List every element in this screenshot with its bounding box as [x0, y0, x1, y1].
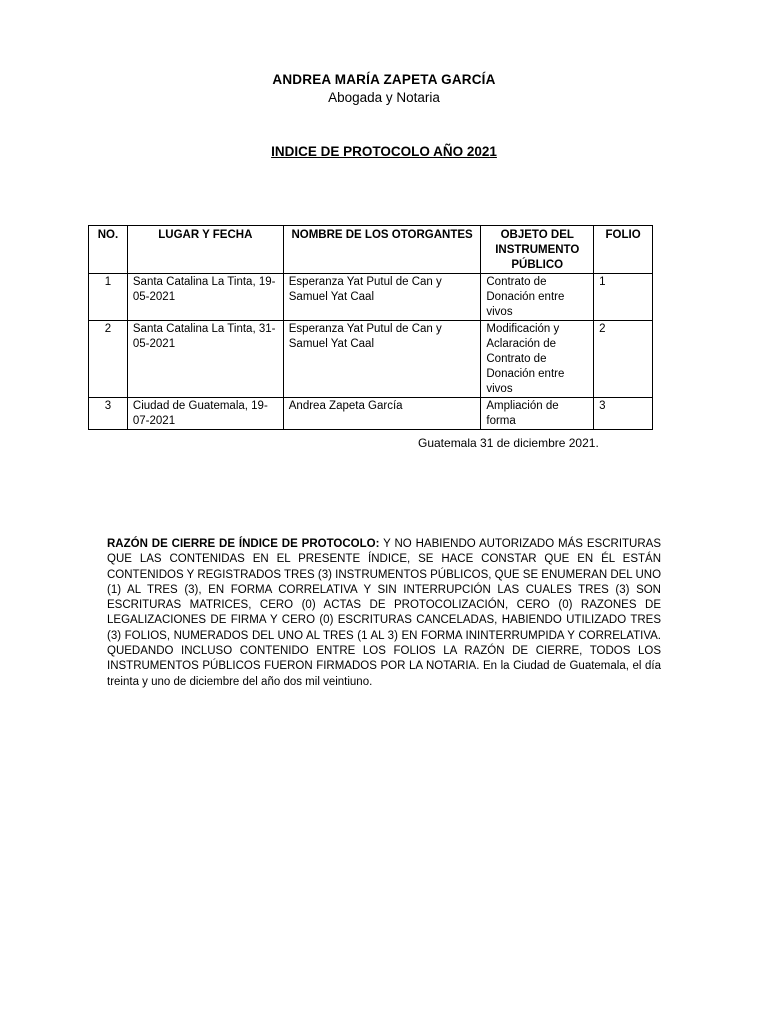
- document-title: INDICE DE PROTOCOLO AÑO 2021: [271, 144, 497, 159]
- row-place-date: Ciudad de Guatemala, 19-07-2021: [127, 398, 283, 430]
- row-no: 3: [89, 398, 128, 430]
- row-place-date: Santa Catalina La Tinta, 19-05-2021: [127, 274, 283, 321]
- author-name: ANDREA MARÍA ZAPETA GARCÍA: [272, 72, 496, 87]
- row-folio: 2: [594, 321, 653, 398]
- header-object: OBJETO DEL INSTRUMENTO PÚBLICO: [481, 226, 594, 274]
- row-object: Modificación y Aclaración de Contrato de Donación entre vivos: [481, 321, 594, 398]
- header-folio: FOLIO: [594, 226, 653, 274]
- table-row: [89, 321, 653, 398]
- row-object: Ampliación de forma: [481, 398, 594, 430]
- place-date-line: Guatemala 31 de diciembre 2021.: [418, 436, 599, 450]
- header-place-date: LUGAR Y FECHA: [127, 226, 283, 274]
- row-grantors: Esperanza Yat Putul de Can y Samuel Yat Caal: [283, 321, 481, 398]
- table-header-row: [89, 226, 653, 274]
- row-place-date: Santa Catalina La Tinta, 31-05-2021: [127, 321, 283, 398]
- header-no: NO.: [89, 226, 128, 274]
- header-grantors: NOMBRE DE LOS OTORGANTES: [283, 226, 481, 274]
- author-title: Abogada y Notaria: [328, 90, 440, 105]
- closing-statement: [107, 537, 661, 690]
- closing-label: RAZÓN DE CIERRE DE ÍNDICE DE PROTOCOLO:: [107, 538, 380, 550]
- row-object: Contrato de Donación entre vivos: [481, 274, 594, 321]
- closing-text: Y NO HABIENDO AUTORIZADO MÁS ESCRITURAS QUE LAS CONTENIDAS EN EL PRESENTE ÍNDICE, SE HACE CONSTAR QUE EN ÉL ESTÁN CONTENIDOS Y REGISTRADOS TRES (3) INSTRUMENTOS PÚBLICOS, QUE SE ENUMERAN DEL UNO (1) AL TRES (3), EN FORMA CORRELATIVA Y SIN INTERRUPCIÓN LAS CUALES TRES (3) SON ESCRITURAS MATRICES, CERO (0) ACTAS DE PROTOCOLIZACIÓN, CERO (0) RAZONES DE LEGALIZACIONES DE FIRMA Y CERO (0) ESCRITURAS CANCELADAS, HABIENDO UTILIZADO TRES (3) FOLIOS, NUMERADOS DEL UNO AL TRES (1 AL 3) EN FORMA ININTERRUMPIDA Y CORRELATIVA. QUEDANDO INCLUSO CONTENIDO ENTRE LOS FOLIOS LA RAZÓN DE CIERRE, TODOS LOS INSTRUMENTOS PÚBLICOS FUERON FIRMADOS POR LA NOTARIA. En la Ciudad de Guatemala, el día treinta y uno de diciembre del año dos mil veintiuno.: [107, 538, 662, 688]
- table-row: [89, 398, 653, 430]
- row-no: 2: [89, 321, 128, 398]
- row-folio: 3: [594, 398, 653, 430]
- protocol-index-table: [88, 225, 653, 430]
- table-row: [89, 274, 653, 321]
- row-no: 1: [89, 274, 128, 321]
- row-grantors: Esperanza Yat Putul de Can y Samuel Yat Caal: [283, 274, 481, 321]
- row-grantors: Andrea Zapeta García: [283, 398, 481, 430]
- row-folio: 1: [594, 274, 653, 321]
